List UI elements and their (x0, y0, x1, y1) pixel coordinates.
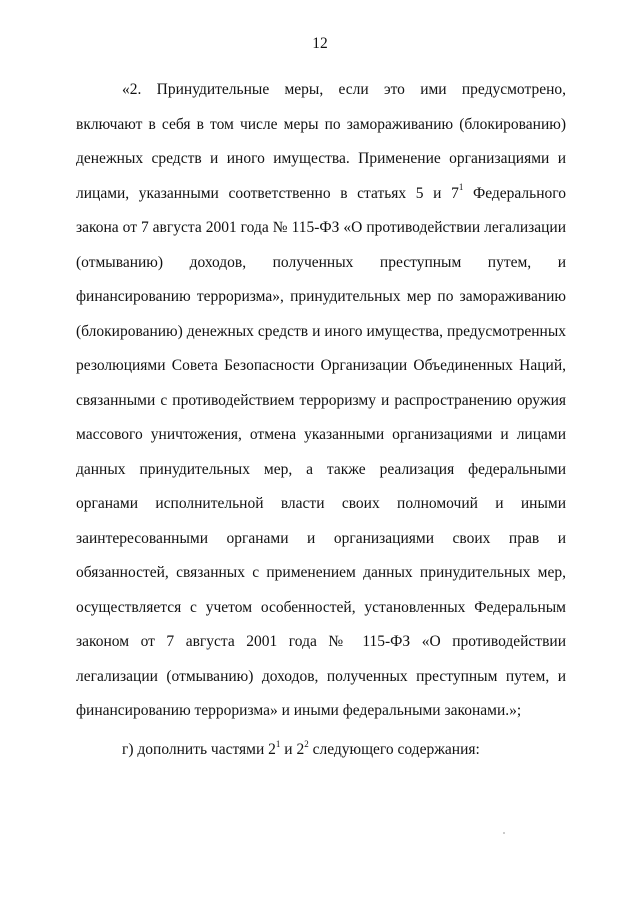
subitem-text-middle: и 2 (280, 741, 305, 758)
subitem-line (122, 733, 480, 768)
page-number: 12 (312, 35, 328, 52)
subitem-text-after: следующего содержания: (308, 741, 480, 758)
article-superscript: 1 (458, 182, 464, 193)
subitem-superscript-a: 1 (275, 738, 281, 749)
paragraph-text-part2: Федерального закона от 7 августа 2001 года № 115-ФЗ «О противодействии легализации (отмыванию) доходов, полученных преступным путем, и финансированию терроризма», принудительных мер по замораживанию (блокированию) денежных средств и иного имущества, предусмотренных резолюциями Совета Безопасности Организации Объединенных Наций, связанными с противодействием терроризму и распространению оружия массового уничтожения, отмена указанными организациями и лицами данных принудительных мер, а также реализация федеральными органами исполнительной власти своих полномочий и иными заинтересованными органами и организациями своих прав и обязанностей, связанных с применением данных принудительных мер, осуществляется с учетом особенностей, установленных Федеральным законом от 7 августа 2001 года № 115-ФЗ «О противодействии легализации (отмыванию) доходов, полученных преступным путем, и финансированию терроризма» и иными федеральными законами.»; (76, 184, 566, 719)
scan-speck (503, 832, 505, 834)
paragraph-text-part1: «2. Принудительные меры, если это ими предусмотрено, включают в себя в том числе меры по замораживанию (блокированию) денежных средств и иного имущества. Применение организациями и лицами, указанными соответственно в статьях 5 и 7 (76, 81, 566, 202)
main-paragraph (76, 73, 566, 729)
subitem-text-before: г) дополнить частями 2 (122, 741, 276, 758)
subitem-superscript-b: 2 (304, 738, 309, 749)
